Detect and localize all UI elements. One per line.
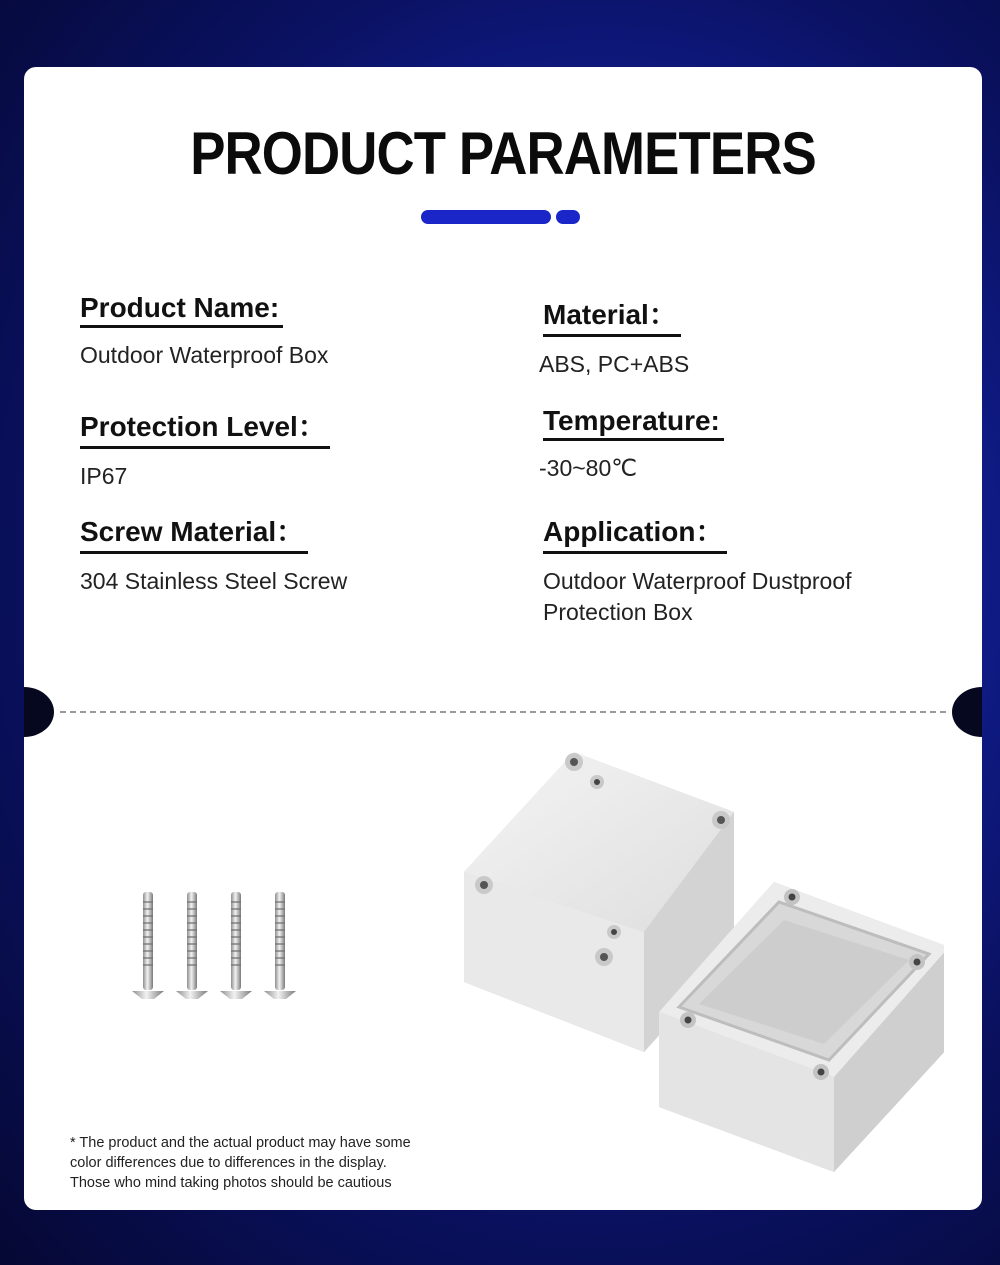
ticket-notch-left <box>24 687 54 737</box>
parameter-card <box>24 67 982 1210</box>
param-label: Material： <box>543 293 681 337</box>
disclaimer-line: * The product and the actual product may have some <box>70 1135 411 1151</box>
param-product-name <box>80 292 328 371</box>
param-value: ABS, PC+ABS <box>539 351 690 377</box>
param-value-line: Outdoor Waterproof Dustproof <box>543 568 852 594</box>
ticket-notch-right <box>952 687 982 737</box>
title-underline-short <box>556 210 580 224</box>
screw <box>176 892 208 999</box>
screw <box>264 892 296 999</box>
param-label: Application： <box>543 510 727 554</box>
param-screw-material <box>80 510 347 597</box>
param-label: Screw Material： <box>80 510 308 554</box>
param-application <box>543 510 852 628</box>
enclosure-image <box>434 742 944 1182</box>
param-value: IP67 <box>80 463 128 489</box>
dashed-divider <box>60 711 946 713</box>
param-material <box>539 293 690 380</box>
page-title: PRODUCT PARAMETERS <box>190 120 816 187</box>
screw <box>132 892 164 999</box>
param-value: 304 Stainless Steel Screw <box>80 568 348 594</box>
param-value: Outdoor Waterproof Box <box>80 342 329 368</box>
disclaimer-text <box>70 1133 470 1193</box>
param-value: -30~80℃ <box>539 455 638 481</box>
disclaimer-line: Those who mind taking photos should be cautious <box>70 1175 392 1191</box>
param-value-line: Protection Box <box>543 599 693 625</box>
screws-image <box>124 887 304 1007</box>
param-label: Protection Level： <box>80 405 330 449</box>
disclaimer-line: color differences due to differences in the display. <box>70 1155 387 1171</box>
param-label: Temperature: <box>543 405 724 441</box>
param-temperature <box>539 405 724 484</box>
param-protection-level <box>80 405 330 492</box>
screw <box>220 892 252 999</box>
param-value <box>543 566 852 628</box>
title-underline-long <box>421 210 551 224</box>
param-label: Product Name: <box>80 292 283 328</box>
